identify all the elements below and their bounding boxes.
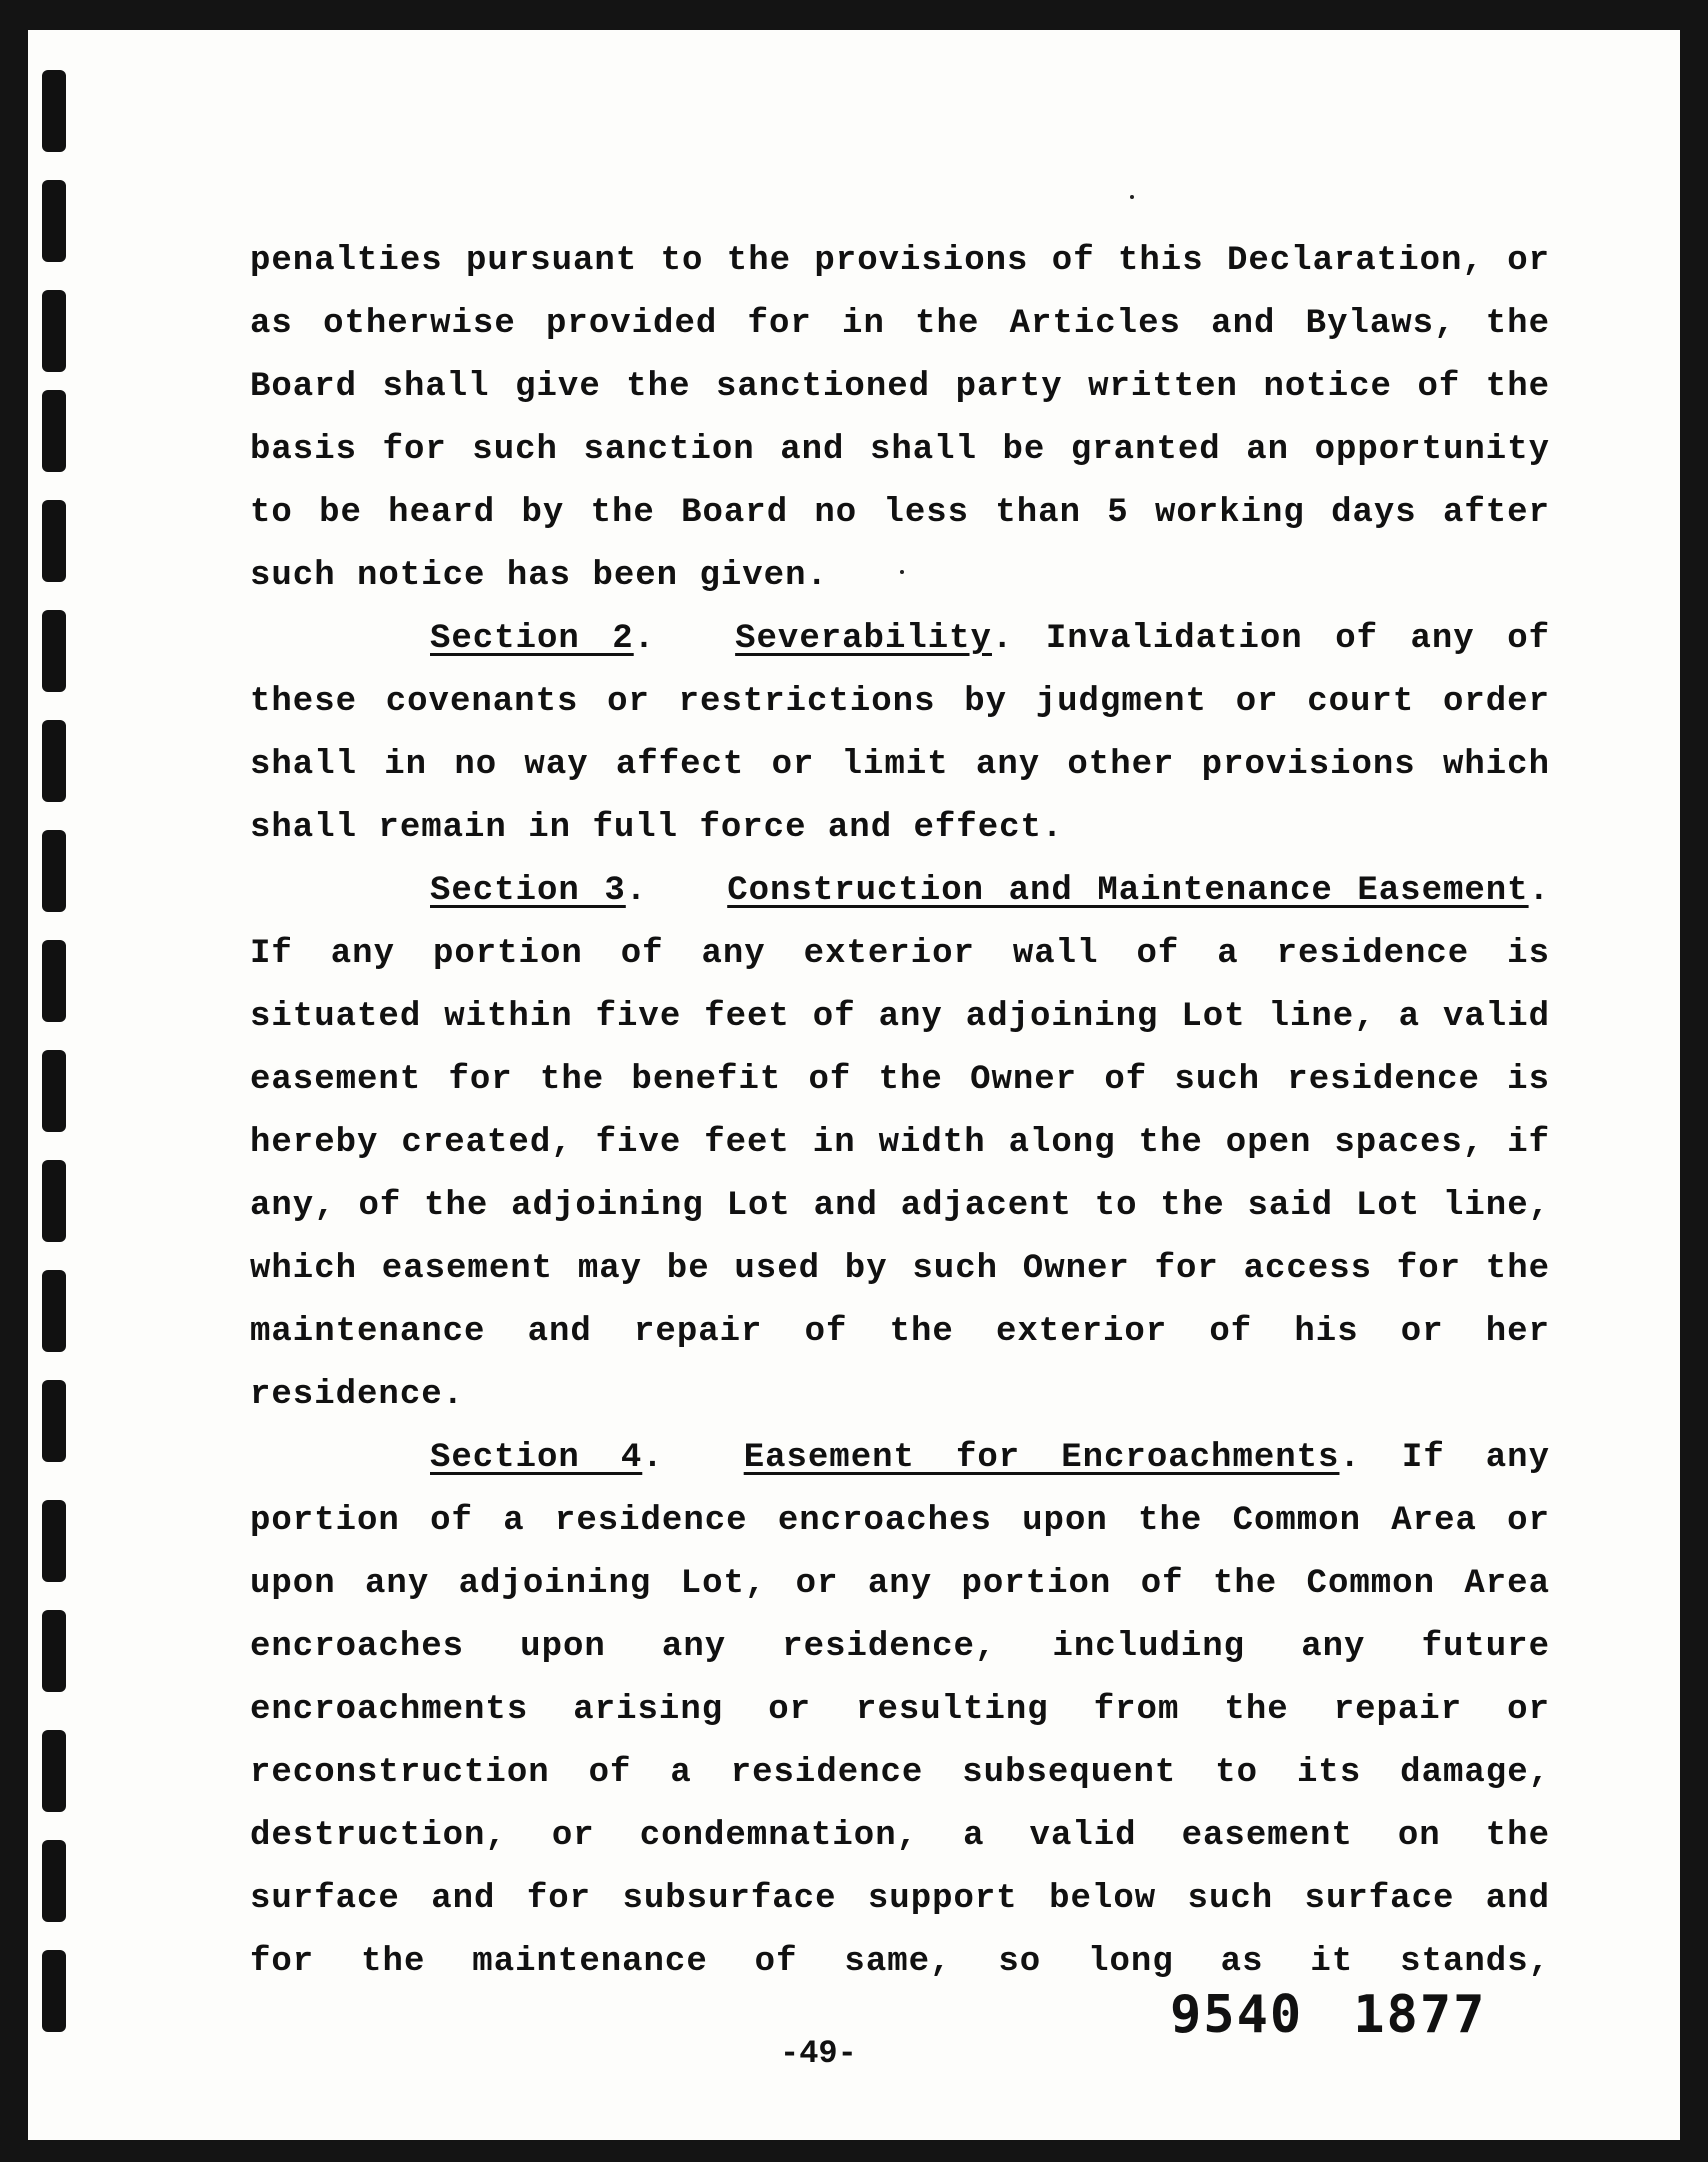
section-3-title: Construction and Maintenance Easement (727, 872, 1529, 910)
binder-hole (42, 1380, 66, 1462)
binder-hole (42, 940, 66, 1022)
section-4-paragraph: Section 4. Easement for Encroachments. If any portion of a residence encroaches upon the Common Area or upon any adjoining Lot, or any portion of the Common Area encroaches upon any residence, including any future encroachments arising or resulting from the repair or reconstruction of a residence subsequent to its damage, destruction, or condemnation, a valid easement on the surface and for subsurface support below such surface and for the maintenance of same, so long as it stands, (250, 1439, 1550, 1981)
section-2-paragraph: Section 2. Severability. Invalidation of any of these covenants or restrictions by judgment or court order shall in no way affect or limit any other provisions which shall remain in full force and effect. (250, 620, 1551, 847)
page-number: -49- (780, 2035, 857, 2072)
binder-hole (42, 1950, 66, 2032)
section-3-paragraph: Section 3. Construction and Maintenance Easement. If any portion of any exterior wall of a residence is situated within five feet of any adjoining Lot line, a valid easement for the benefit of the Owner of such residence is hereby created, five feet in width along the open spaces, if any, of the adjoining Lot and adjacent to the said Lot line, which easement may be used by such Owner for access for the maintenance and repair of the exterior of his or her residence. (250, 872, 1550, 1414)
binder-hole (42, 1730, 66, 1812)
book-number: 9540 (1170, 1985, 1304, 2045)
binder-hole (42, 1840, 66, 1922)
recording-number (1170, 1985, 1486, 2045)
binder-hole (42, 1050, 66, 1132)
binder-hole (42, 390, 66, 472)
binder-hole (42, 830, 66, 912)
binder-hole (42, 70, 66, 152)
binder-hole (42, 1610, 66, 1692)
binder-hole (42, 1270, 66, 1352)
binder-hole (42, 180, 66, 262)
scan-speck (1130, 195, 1134, 199)
section-3-body: If any portion of any exterior wall of a residence is situated within five feet of any adjoining Lot line, a valid easement for the benefit of the Owner of such residence is hereby created, five feet in width along the open spaces, if any, of the adjoining Lot and adjacent to the said Lot line, which easement may be used by such Owner for access for the maintenance and repair of the exterior of his or her residence. (250, 935, 1550, 1414)
binder-hole (42, 1160, 66, 1242)
page-reference: 1877 (1353, 1985, 1487, 2045)
section-4-body: If any portion of a residence encroaches upon the Common Area or upon any adjoining Lot, or any portion of the Common Area encroaches upon any residence, including any future encroachments arising or resulting from the repair or reconstruction of a residence subsequent to its damage, destruction, or condemnation, a valid easement on the surface and for subsurface support below such surface and for the maintenance of same, so long as it stands, (250, 1439, 1550, 1981)
binder-hole (42, 290, 66, 372)
section-2-body: Invalidation of any of these covenants or restrictions by judgment or court order shall in no way affect or limit any other provisions which shall remain in full force and effect. (250, 620, 1551, 847)
document-body (250, 230, 1550, 1994)
section-2-number: Section 2 (430, 620, 634, 658)
binder-hole (42, 610, 66, 692)
binder-hole (42, 1500, 66, 1582)
binder-hole (42, 500, 66, 582)
section-3-number: Section 3 (430, 872, 626, 910)
binder-margin (42, 40, 72, 2100)
binder-hole (42, 720, 66, 802)
section-4-title: Easement for Encroachments (743, 1439, 1340, 1477)
continuation-paragraph: penalties pursuant to the provisions of this Declaration, or as otherwise provided for in the Articles and Bylaws, the Board shall give the sanctioned party written notice of the basis for such sanction and shall be granted an opportunity to be heard by the Board no less than 5 working days after such notice has been given. (250, 242, 1550, 595)
section-2-title: Severability (735, 620, 992, 658)
section-4-number: Section 4 (430, 1439, 643, 1477)
